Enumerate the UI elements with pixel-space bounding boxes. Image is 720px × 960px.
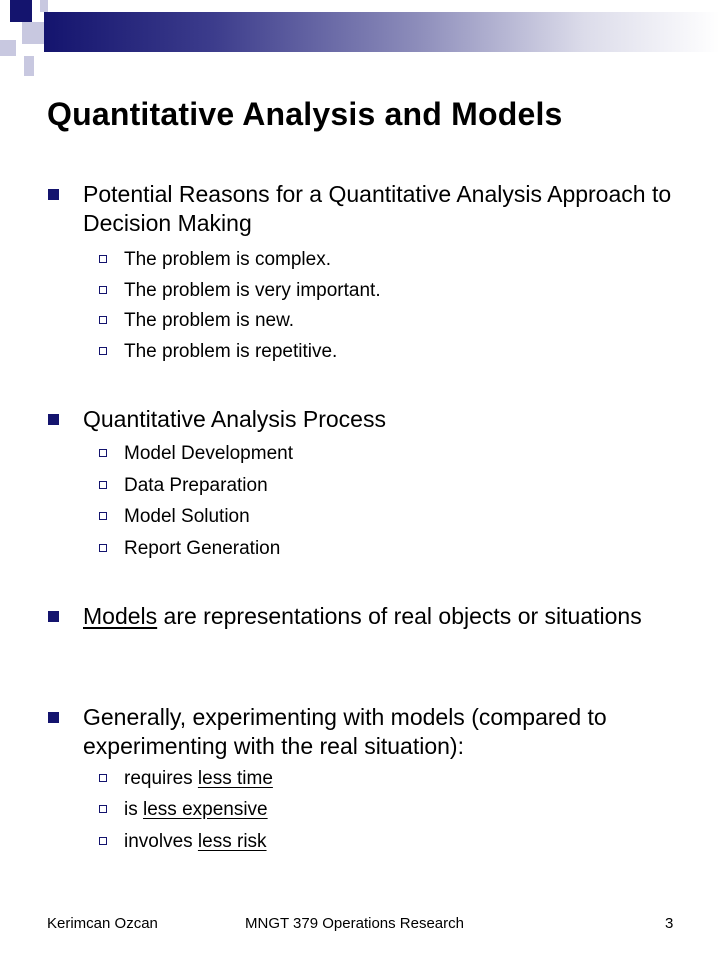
bullet-text: are representations of real objects or situations	[157, 603, 642, 629]
sub-bullet: Model Development	[124, 442, 684, 466]
bullet-models	[83, 602, 683, 631]
slide-title: Quantitative Analysis and Models	[47, 96, 563, 132]
corner-square-icon	[24, 56, 34, 76]
sub-bullet: Report Generation	[124, 537, 684, 561]
corner-square-icon	[10, 0, 32, 22]
sub-bullet: The problem is repetitive.	[124, 340, 684, 364]
footer-course: MNGT 379 Operations Research	[245, 915, 464, 932]
footer-page-number: 3	[665, 915, 674, 932]
sub-bullet-prefix: requires	[124, 768, 198, 789]
underlined-term: less time	[197, 768, 273, 789]
sub-bullet: The problem is very important.	[124, 279, 684, 303]
header-decoration	[0, 0, 720, 80]
underlined-term: less risk	[197, 831, 267, 852]
sub-bullet: Model Solution	[124, 505, 684, 529]
bullet-reasons: Potential Reasons for a Quantitative Analysis Approach to Decision Making	[83, 180, 683, 238]
corner-square-icon	[22, 22, 44, 44]
bullet-generally: Generally, experimenting with models (compared to experimenting with the real situation):	[83, 703, 683, 761]
sub-bullet-prefix: involves	[124, 831, 198, 852]
sub-bullet: Data Preparation	[124, 474, 684, 498]
sub-bullet	[124, 798, 684, 822]
sub-bullet: The problem is new.	[124, 309, 684, 333]
sub-bullet	[124, 830, 684, 854]
bullet-process: Quantitative Analysis Process	[83, 405, 683, 434]
sub-bullet	[124, 767, 684, 791]
corner-square-icon	[40, 0, 48, 12]
header-gradient-bar	[44, 12, 720, 52]
sub-bullet: The problem is complex.	[124, 248, 684, 272]
underlined-term: Models	[83, 603, 158, 629]
sub-bullet-prefix: is	[124, 799, 143, 820]
corner-square-icon	[0, 40, 16, 56]
underlined-term: less expensive	[143, 799, 268, 820]
footer-author: Kerimcan Ozcan	[47, 915, 158, 932]
